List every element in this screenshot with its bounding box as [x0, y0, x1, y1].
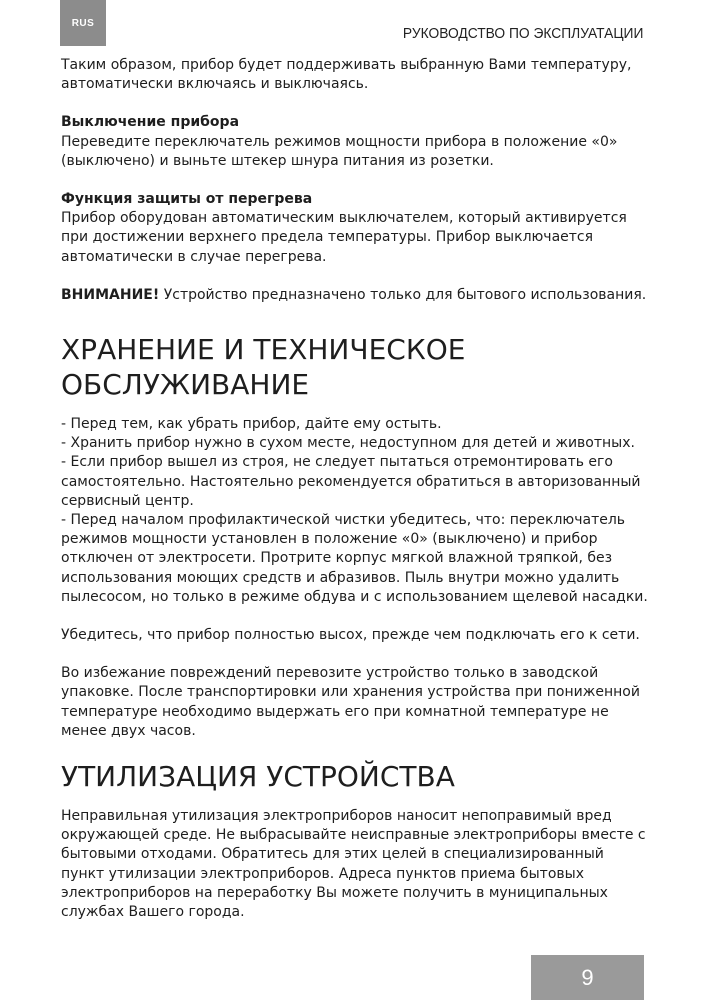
disposal-heading: УТИЛИЗАЦИЯ УСТРОЙСТВА	[61, 760, 455, 794]
overheat-heading: Функция защиты от перегрева	[61, 191, 313, 208]
warning-label: ВНИМАНИЕ!	[61, 286, 160, 303]
storage-item: - Если прибор вышел из строя, не следует пытаться отремонтировать его самостоятельно. Настоятельно рекомендуется обратиться в авторизованный сервисный центр.	[61, 454, 641, 509]
transport-note-paragraph: Во избежание повреждений перевозите устройство только в заводской упаковке. После транспортировки или хранения устройства при пониженной температуре необходимо выдержать его при комнатной температуре не менее двух часов.	[61, 665, 640, 739]
storage-item: - Хранить прибор нужно в сухом месте, недоступном для детей и животных.	[61, 435, 635, 452]
storage-item: - Перед началом профилактической чистки убедитесь, что: переключатель режимов мощности установлен в положение «0» (выключено) и прибор отключен от электросети. Протрите корпус мягкой влажной тряпкой, без использования моющих средств и абразивов. Пыль внутри можно удалить пылесосом, но только в режиме обдува и с использованием щелевой насадки.	[61, 512, 648, 605]
storage-item: - Перед тем, как убрать прибор, дайте ему остыть.	[61, 416, 442, 433]
overheat-paragraph: Прибор оборудован автоматическим выключателем, который активируется при достижении верхнего предела температуры. Прибор выключается автоматически в случае перегрева.	[61, 210, 627, 265]
dry-note-paragraph: Убедитесь, что прибор полностью высох, прежде чем подключать его к сети.	[61, 627, 640, 644]
intro-paragraph: Таким образом, прибор будет поддерживать выбранную Вами температуру, автоматически включаясь и выключаясь.	[61, 57, 632, 93]
document-header-title: РУКОВОДСТВО ПО ЭКСПЛУАТАЦИИ	[402, 25, 643, 42]
storage-heading: ХРАНЕНИЕ И ТЕХНИЧЕСКОЕ ОБСЛУЖИВАНИЕ	[61, 333, 466, 402]
disposal-paragraph: Неправильная утилизация электроприборов наносит непоправимый вред окружающей среде. Не выбрасывайте неисправные электроприборы вместе с бытовыми отходами. Обратитесь для этих целей в специализированный пункт утилизации электроприборов. Адреса пунктов приема бытовых электроприборов на переработку Вы можете получить в муниципальных службах Вашего города.	[61, 808, 646, 921]
shutdown-paragraph: Переведите переключатель режимов мощности прибора в положение «0» (выключено) и выньте штекер шнура питания из розетки.	[61, 133, 618, 169]
page-number: 9	[531, 955, 644, 1000]
warning-paragraph	[61, 286, 651, 305]
shutdown-heading: Выключение прибора	[61, 114, 240, 131]
page-content	[61, 56, 651, 922]
language-tab: RUS	[60, 0, 106, 46]
warning-text: Устройство предназначено только для бытового использования.	[159, 286, 647, 303]
